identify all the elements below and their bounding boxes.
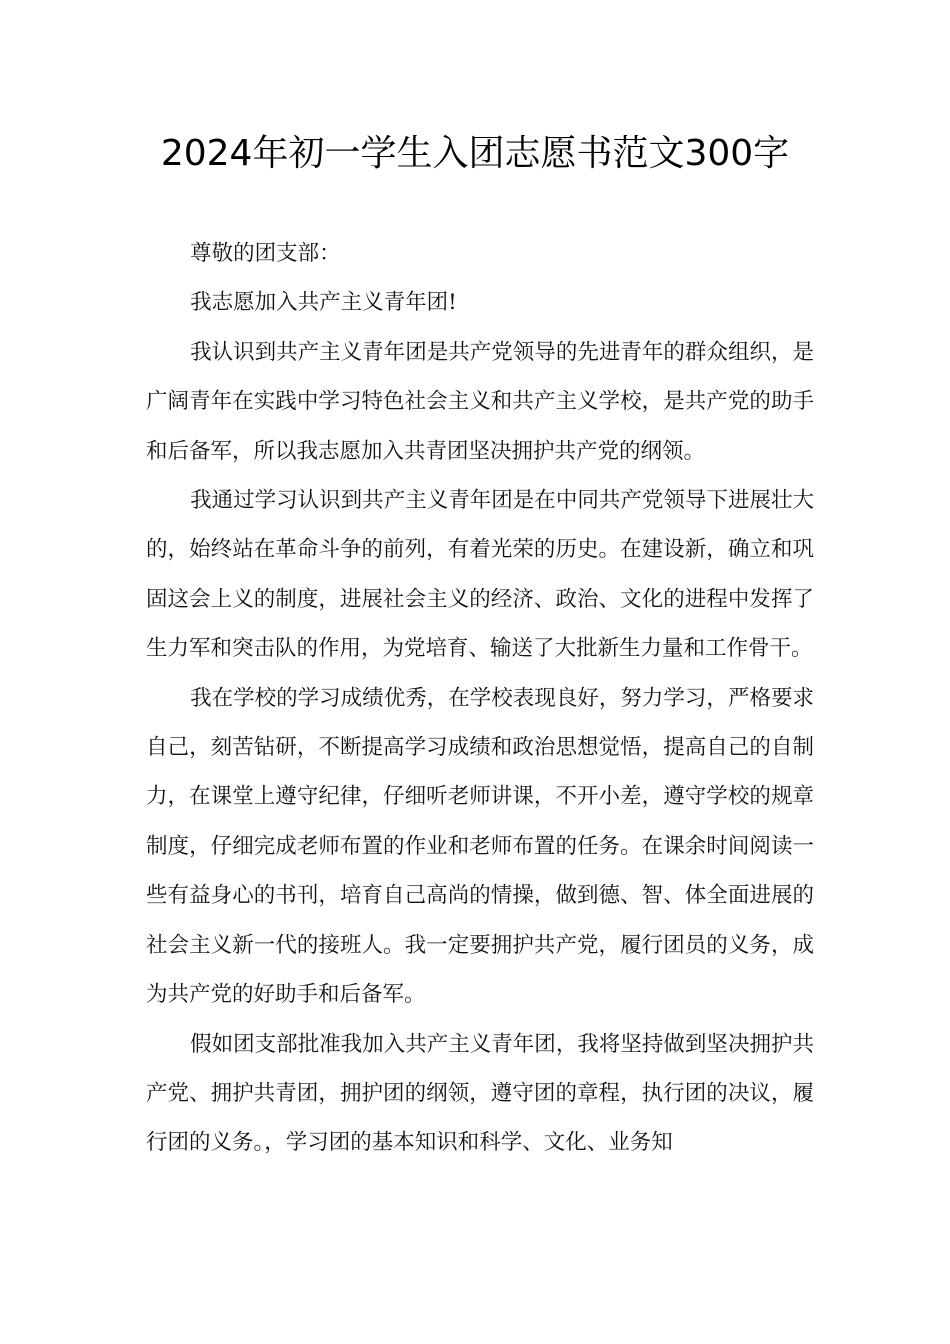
paragraph: 我认识到共产主义青年团是共产党领导的先进青年的群众组织，是广阔青年在实践中学习特色社会主义和共产主义学校，是共产党的助手和后备军，所以我志愿加入共青团坚决拥护共产党的纲领。 bbox=[146, 339, 814, 464]
document-body bbox=[146, 229, 814, 1168]
document-title: 2024年初一学生入团志愿书范文300字 bbox=[160, 133, 790, 174]
paragraph: 我通过学习认识到共产主义青年团是在中同共产党领导下进展壮大的，始终站在革命斗争的前列，有着光荣的历史。在建设新，确立和巩固这会上义的制度，进展社会主义的经济、政治、文化的进程中发挥了生力军和突击队的作用，为党培育、输送了大批新生力量和工作骨干。 bbox=[146, 488, 814, 662]
paragraph: 假如团支部批准我加入共产主义青年团，我将坚持做到坚决拥护共产党、拥护共青团，拥护团的纲领，遵守团的章程，执行团的决议，履行团的义务。，学习团的基本知识和科学、文化、业务知 bbox=[146, 1031, 814, 1156]
paragraph: 我在学校的学习成绩优秀，在学校表现良好，努力学习，严格要求自己，刻苦钻研，不断提高学习成绩和政治思想觉悟，提高自己的自制力，在课堂上遵守纪律，仔细听老师讲课，不开小差，遵守学校的规章制度，仔细完成老师布置的作业和老师布置的任务。在课余时间阅读一些有益身心的书刊，培育自己高尚的情操，做到德、智、体全面进展的社会主义新一代的接班人。我一定要拥护共产党，履行团员的义务，成为共产党的好助手和后备军。 bbox=[146, 685, 814, 1008]
paragraph: 我志愿加入共产主义青年团! bbox=[190, 290, 457, 316]
salutation: 尊敬的团支部： bbox=[190, 241, 341, 266]
